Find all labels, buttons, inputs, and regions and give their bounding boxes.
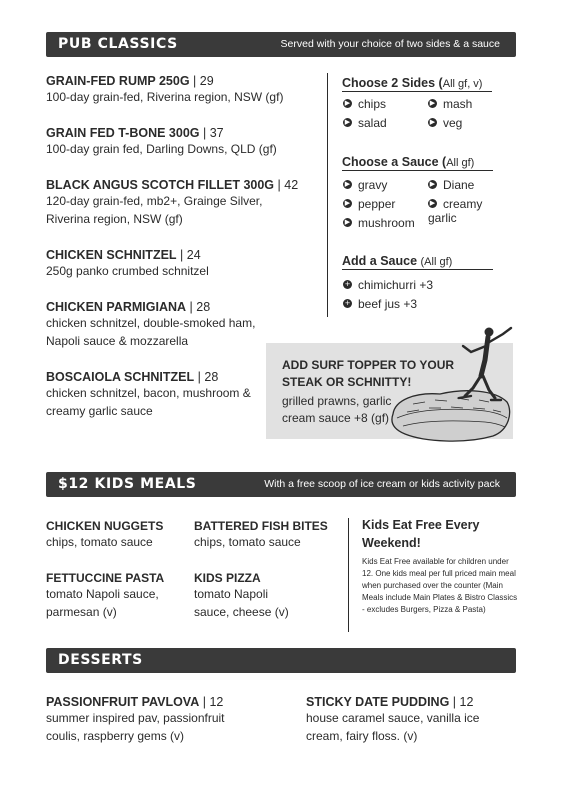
item-price: | 24 — [180, 248, 201, 262]
column-divider — [327, 73, 328, 317]
menu-item — [46, 73, 316, 107]
sauce-option: ▶ mushroom — [344, 216, 415, 230]
item-name: CHICKEN SCHNITZEL — [46, 248, 177, 262]
item-name: BATTERED FISH BITES — [194, 519, 328, 533]
item-name: BOSCAIOLA SCHNITZEL — [46, 370, 195, 384]
item-desc: 100-day grain fed, Darling Downs, QLD (gf) — [46, 142, 277, 156]
menu-item — [46, 177, 299, 228]
sauce-option: ▶ pepper — [344, 197, 396, 211]
item-price: | 28 — [189, 300, 211, 314]
desserts-header — [46, 648, 516, 673]
item-name: FETTUCCINE PASTA — [46, 571, 165, 585]
arrow-bullet-icon: ▶ — [344, 199, 351, 208]
surfer-on-steak-illustration — [385, 322, 515, 447]
item-desc: chicken schnitzel, bacon, mushroom & creamy garlic sauce — [46, 386, 251, 418]
sauce-option: ▶ creamy garlic — [428, 197, 483, 225]
item-name: GRAIN FED T-BONE 300G — [46, 126, 200, 140]
item-price: | 12 — [202, 695, 224, 709]
surf-desc: grilled prawns, garlic cream sauce +8 (gf) — [282, 394, 392, 425]
side-option: ▶ salad — [344, 116, 387, 130]
side-option: ▶ chips — [344, 97, 387, 111]
kids-item — [46, 518, 186, 552]
section-title: DESSERTS — [58, 652, 143, 668]
item-price: | 29 — [193, 74, 214, 88]
sauce-option: ▶ Diane — [429, 178, 475, 192]
add-sauce-heading: Add a Sauce (All gf) — [342, 254, 493, 270]
arrow-bullet-icon: ▶ — [344, 99, 351, 108]
item-desc: chips, tomato sauce — [194, 535, 301, 549]
item-name: KIDS PIZZA — [194, 571, 261, 585]
kids-item — [194, 570, 302, 621]
section-title: $12 KIDS MEALS — [58, 476, 197, 492]
kids-meals-header — [46, 472, 516, 497]
side-option: ▶ veg — [429, 116, 463, 130]
plus-bullet-icon: + — [344, 299, 351, 308]
pub-classics-header — [46, 32, 516, 57]
section-subtitle: With a free scoop of ice cream or kids activity pack — [264, 478, 500, 490]
item-desc: tomato Napoli sauce, cheese (v) — [194, 587, 289, 619]
menu-item — [46, 125, 316, 159]
item-desc: tomato Napoli sauce, parmesan (v) — [46, 587, 159, 619]
arrow-bullet-icon: ▶ — [429, 180, 436, 189]
item-desc: 120-day grain-fed, mb2+, Grainge Silver, Riverina region, NSW (gf) — [46, 194, 263, 226]
surf-heading: ADD SURF TOPPER TO YOUR STEAK OR SCHNITTY! — [282, 358, 455, 389]
column-divider — [348, 518, 349, 632]
item-name: PASSIONFRUIT PAVLOVA — [46, 695, 200, 709]
section-title: PUB CLASSICS — [58, 36, 178, 52]
item-name: STICKY DATE PUDDING — [306, 695, 450, 709]
plus-bullet-icon: + — [344, 280, 351, 289]
section-subtitle: Served with your choice of two sides & a sauce — [280, 38, 500, 50]
add-sauce-option: + chimichurri +3 — [344, 278, 434, 292]
kids-eat-free-heading: Kids Eat Free Every Weekend! — [362, 518, 480, 550]
arrow-bullet-icon: ▶ — [344, 180, 351, 189]
item-name: CHICKEN PARMIGIANA — [46, 300, 187, 314]
menu-item — [46, 299, 286, 350]
arrow-bullet-icon: ▶ — [429, 118, 436, 127]
kids-item — [46, 570, 186, 621]
menu-item — [46, 369, 251, 420]
item-desc: chicken schnitzel, double-smoked ham, Napoli sauce & mozzarella — [46, 316, 256, 348]
item-desc: 100-day grain-fed, Riverina region, NSW (gf) — [46, 90, 284, 104]
add-sauce-option: + beef jus +3 — [344, 297, 418, 311]
item-name: CHICKEN NUGGETS — [46, 519, 164, 533]
arrow-bullet-icon: ▶ — [344, 218, 351, 227]
dessert-item — [306, 694, 501, 745]
item-name: GRAIN-FED RUMP 250G — [46, 74, 190, 88]
item-desc: summer inspired pav, passionfruit coulis, raspberry gems (v) — [46, 711, 225, 743]
item-desc: chips, tomato sauce — [46, 535, 153, 549]
item-price: | 28 — [197, 370, 219, 384]
arrow-bullet-icon: ▶ — [344, 118, 351, 127]
sauce-option: ▶ gravy — [344, 178, 388, 192]
arrow-bullet-icon: ▶ — [429, 99, 436, 108]
item-name: BLACK ANGUS SCOTCH FILLET 300G — [46, 178, 275, 192]
arrow-bullet-icon: ▶ — [429, 199, 436, 208]
kids-eat-free-text: Kids Eat Free available for children under 12. One kids meal per full priced main meal when purchased over the counter (Main Meals include Main Plates & Bistro Classics - excludes Burgers, Pizza & Pasta) — [362, 557, 518, 614]
menu-item — [46, 247, 316, 281]
item-desc: house caramel sauce, vanilla ice cream, fairy floss. (v) — [306, 711, 480, 743]
item-price: | 37 — [202, 126, 224, 140]
item-desc: 250g panko crumbed schnitzel — [46, 264, 209, 278]
kids-item — [194, 518, 344, 552]
item-price: | 42 — [277, 178, 299, 192]
sauce-heading: Choose a Sauce (All gf) — [342, 155, 493, 171]
item-price: | 12 — [452, 695, 474, 709]
sides-heading: Choose 2 Sides (All gf, v) — [342, 76, 492, 92]
dessert-item — [46, 694, 256, 745]
side-option: ▶ mash — [429, 97, 473, 111]
